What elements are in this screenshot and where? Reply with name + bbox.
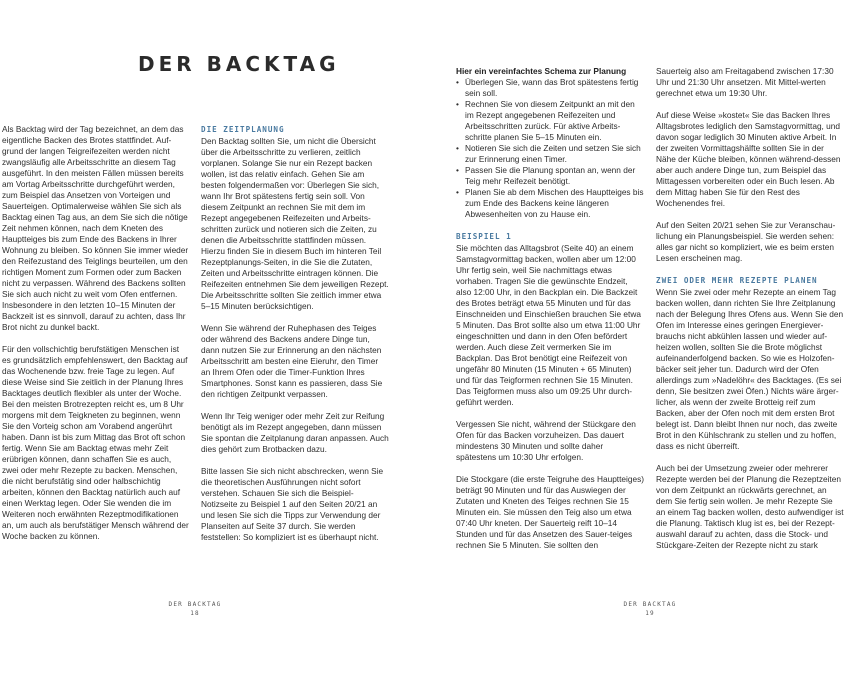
page-footer xyxy=(610,600,690,618)
list-item: • Notieren Sie sich die Zeiten und setzen Sie sich zur Erinnerung einen Timer. xyxy=(456,143,644,165)
left-column-1 xyxy=(2,124,189,542)
paragraph: Auf diese Weise »kostet« Sie das Backen Ihres Alltagsbrotes lediglich den Samstagvormittag, und davon sogar lediglich 30 Minuten aktive Arbeit. In der zweiten Vormittagshälfte sollten Sie in der Nähe der Küche bleiben, können während-dessen aber auch andere Dinge tun, zum Beispiel das Mittagessen vorbereiten oder ein Buch lesen. Ab dem Mittag haben Sie für den Rest des Wochenendes frei. xyxy=(656,110,841,208)
paragraph: Sie möchten das Alltagsbrot (Seite 40) an einem Samstagvormittag backen, wollen aber um 12:00 Uhr fertig sein, weil Sie nachmittags etwas vorhaben. Tragen Sie die gewünschte Endzeit, also 12:00 Uhr, in den Backplan ein. Die Backzeit des Brotes beträgt etwa 55 Minuten und für das Einschneiden und Einschießen brauchen Sie etwa 5 Minuten. Das Brot sollte also um etwa 11:00 Uhr eingeschnitten und dann in den Ofen befördert werden. Auch diese Zeit vermerken Sie im Backplan. Das Brot benötigt eine Reifezeit von ungefähr 80 Minuten (15 Minuten + 65 Minuten) und für das Teigformen rechnen Sie 15 Minuten. Das Teigformen muss also um 09:25 Uhr durch-geführt werden. xyxy=(456,243,641,407)
paragraph: Vergessen Sie nicht, während der Stückgare den Ofen für das Backen vorzuheizen. Das dauert mindestens 30 Minuten und sollte daher spätestens um 10:30 Uhr erfolgen. xyxy=(456,419,636,462)
section-heading: DIE ZEITPLANUNG xyxy=(201,125,285,134)
page-number: 19 xyxy=(645,610,655,617)
paragraph: Den Backtag sollten Sie, um nicht die Übersicht über die Arbeitsschritte zu verlieren, zeitlich vorplanen. Solange Sie nur ein Rezept backen wollen, ist das relativ einfach. Gehen Sie am besten folgendermaßen vor: Überlegen Sie sich, wann Ihr Brot spätestens fertig sein soll. Von diesem Zeitpunkt an rechnen Sie mit dem im Rezept angegebenen Reifezeiten und Arbeits-schritten zurück und notieren sich die Zeiten, zu denen die Arbeitsschritte stattfinden müssen. Hierzu finden Sie in diesem Buch im hinteren Teil Rezeptplanungs-Seiten, in die Sie die Zutaten, Zeiten und Arbeitsschritte eintragen können. Die Reifezeiten entnehmen Sie dem jeweiligen Rezept. Die Arbeitsschritte sollten Sie zeitlich immer etwa 5–15 Minuten berücksichtigen. xyxy=(201,136,389,311)
paragraph: Wenn Sie während der Ruhephasen des Teiges oder während des Backens andere Dinge tun, dann nutzen Sie zur Erinnerung an den nächsten Arbeitsschritt am besten eine Eieruhr, den Timer an Ihrem Ofen oder die Timer-Funktion Ihres Smartphones. Sonst kann es passieren, dass Sie den richtigen Zeitpunkt verpassen. xyxy=(201,323,383,399)
list-item: • Überlegen Sie, wann das Brot spätestens fertig sein soll. xyxy=(456,77,644,99)
right-column-2 xyxy=(656,66,844,551)
section-heading: BEISPIEL 1 xyxy=(456,232,512,241)
paragraph: Für den vollschichtig berufstätigen Menschen ist es grundsätzlich empfehlenswert, den Backtag auf das Wochenende bzw. freie Tage zu legen. Auf diese Weise sind Sie zeitlich in der Planung Ihres Backtages deutlich flexibler als unter der Woche. Bei den meisten Brotrezepten reicht es, um 8 Uhr morgens mit dem Teigkneten zu beginnen, wenn Sie den Vorteig schon am Vorabend angerührt haben. Dann ist bis zum Mittag das Brot oft schon fertig. Wenn Sie am Backtag etwas mehr Zeit erübrigen können, dann schaffen Sie es auch, zwei oder mehr Rezepte zu backen. Menschen, die nicht berufstätig sind oder halbschichtig arbeiten, können den Backtag natürlich auch auf einen Werktag legen. Oder Sie wenden die im Weiteren noch erwähnten Rezeptmodifikationen an, um auch als berufstätiger Mensch während der Woche backen zu können. xyxy=(2,344,189,541)
right-page xyxy=(424,0,848,678)
paragraph: Wenn Sie zwei oder mehr Rezepte an einem Tag backen wollen, dann richten Sie Ihre Zeitplanung nach der Belegung Ihres Ofens aus. Wenn Sie den Ofen im Interesse eines geringen Energiever-brauchs nicht abkühlen lassen und wieder auf-heizen wollen, sollten Sie die Brote möglichst aufeinanderfolgend backen. So wie es Holzofen-bäcker seit jeher tun. Dadurch wird der Ofen allerdings zum »Nadelöhr« des Backtages. (Es sei denn, Sie besitzen zwei Öfen.) Nichts wäre ärger-licher, als wenn der zweite Brotteig reif zum Backen, aber der Ofen noch mit dem ersten Brot belegt ist. Dann bleibt Ihnen nur noch, das zweite Brot in den Kühlschrank zu stellen und zu hoffen, dass es nicht überreift. xyxy=(656,287,844,451)
schema-title: Hier ein vereinfachtes Schema zur Planung xyxy=(456,66,627,76)
page-number: 18 xyxy=(190,610,200,617)
paragraph: Bitte lassen Sie sich nicht abschrecken, wenn Sie die theoretischen Ausführungen nicht sofort verstehen. Schauen Sie sich die Beispiel-Notizseite zu Beispiel 1 auf den Seiten 20/21 an und lesen Sie sich die Tipps zur Verwendung der Planseiten auf Seite 37 durch. Sie werden feststellen: So kompliziert ist es überhaupt nicht. xyxy=(201,466,384,542)
footer-label: DER BACKTAG xyxy=(623,601,677,608)
left-column-2 xyxy=(201,124,389,543)
schema-list xyxy=(456,77,644,220)
section-heading: ZWEI ODER MEHR REZEPTE PLANEN xyxy=(656,276,818,285)
paragraph: Wenn Ihr Teig weniger oder mehr Zeit zur Reifung benötigt als im Rezept angegeben, dann müssen Sie spontan die Zeitplanung daran anpassen. Auch dies gehört zum Brotbacken dazu. xyxy=(201,411,389,454)
right-column-1 xyxy=(456,66,644,551)
footer-label: DER BACKTAG xyxy=(168,601,222,608)
paragraph: Die Stockgare (die erste Teigruhe des Hauptteiges) beträgt 90 Minuten und für das Auswiegen der Zutaten und Kneten des Teiges rechnen Sie 15 Minuten ein. Sie müssen den Teig also um etwa 07:40 Uhr kneten. Der Sauerteig reift 10–14 Stunden und für das Ansetzen des Sauer-teiges rechnen Sie 5 Minuten. Sie sollten den xyxy=(456,474,645,550)
paragraph: Sauerteig also am Freitagabend zwischen 17:30 Uhr und 21:30 Uhr ansetzen. Mit Mittel-werten gerechnet etwa um 19:30 Uhr. xyxy=(656,66,834,98)
page-footer xyxy=(155,600,235,618)
list-item: • Rechnen Sie von diesem Zeitpunkt an mit den im Rezept angegebenen Reifezeiten und Arbeitsschritten zurück. Für aktive Arbeits-schritte planen Sie 5–15 Minuten ein. xyxy=(456,99,644,143)
list-item: • Planen Sie ab dem Mischen des Hauptteiges bis zum Ende des Backens keine längeren Abwesenheiten von zu Hause ein. xyxy=(456,187,644,220)
paragraph: Auch bei der Umsetzung zweier oder mehrerer Rezepte werden bei der Planung die Rezeptzeiten von dem Zeitpunkt an rückwärts gerechnet, an dem Sie fertig sein wollen. Je mehr Rezepte Sie an einem Tag backen wollen, desto aufwendiger ist die Planung. Taktisch klug ist es, bei der Rezept-auswahl darauf zu achten, dass die Stock- und Stückgare-Zeiten der Rezepte nicht zu stark xyxy=(656,463,844,550)
page-title: DER BACKTAG xyxy=(138,52,340,76)
list-item: • Passen Sie die Planung spontan an, wenn der Teig mehr Reifezeit benötigt. xyxy=(456,165,644,187)
paragraph: Auf den Seiten 20/21 sehen Sie zur Veranschau-lichung ein Planungsbeispiel. Sie werden sehen: alles gar nicht so kompliziert, wie es beim ersten Lesen erscheinen mag. xyxy=(656,220,836,263)
paragraph: Als Backtag wird der Tag bezeichnet, an dem das eigentliche Backen des Brotes stattfindet. Auf-grund der langen Teigreifezeiten werden nicht zwangsläufig alle Arbeitsschritte an diesem Tag ausgeführt. In den meisten Fällen müssen bereits am Vortag Arbeitsschritte durchgeführt werden, zum Beispiel das Ansetzen von Vorteigen und Sauerteigen. Optimalerweise wählen Sie sich als Backtag einen Tag aus, an dem Sie sich die nötige Zeit nehmen können, nach dem Kneten des Hauptteiges bis zum Ende des Backens in Ihrer Wohnung zu bleiben. So können Sie immer wieder den Reifezustand des Teiglings beurteilen, um den richtigen Moment zum Formen oder zum Backen nicht zu verpassen. Während des Backens sollten Sie sich auch nicht zu weit vom Ofen entfernen. Insbesondere in den letzten 10–15 Minuten der Backzeit ist es sinnvoll, darauf zu achten, dass Ihr Brot nicht zu dunkel backt. xyxy=(2,124,189,332)
